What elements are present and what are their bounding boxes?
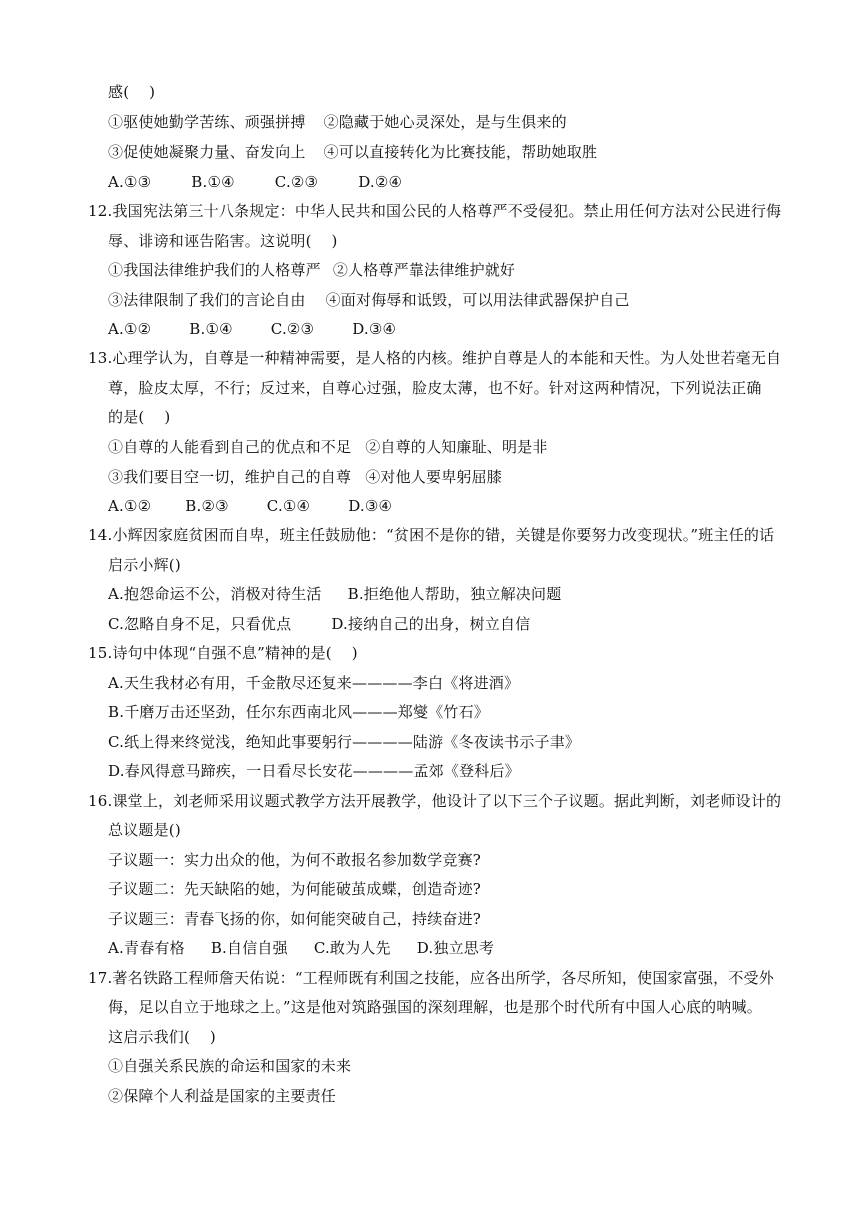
q12-stem-line1: 12.我国宪法第三十八条规定：中华人民共和国公民的人格尊严不受侵犯。禁止用任何方法对公民进行侮 (88, 202, 782, 220)
q12-option-1: ①我国法律维护我们的人格尊严 (108, 261, 321, 279)
q13-stem-line3: 的是( ) (108, 408, 171, 426)
q11-choice-d: D.②④ (358, 173, 403, 191)
q16-stem-line2: 总议题是() (108, 821, 181, 839)
q15-option-d: D.春风得意马蹄疾，一日看尽长安花————孟郊《登科后》 (108, 762, 520, 780)
q11-options-row2 (108, 142, 597, 162)
q12-choice-b: B.①④ (189, 320, 233, 338)
q12-choice-a: A.①② (108, 320, 152, 338)
q13-options-row2 (108, 467, 502, 487)
q16-choice-b: B.自信自强 (210, 939, 288, 957)
q15-option-c: C.纸上得来终觉浅，绝知此事要躬行————陆游《冬夜读书示子聿》 (108, 733, 581, 751)
q16-sub-topic-2: 子议题二：先天缺陷的她，为何能破茧成蝶，创造奇迹? (108, 880, 482, 898)
q11-choice-b: B.①④ (191, 173, 235, 191)
q17-stem-line1: 17.著名铁路工程师詹天佑说：“工程师既有利国之技能，应各出所学，各尽所知，使国家富强，不受外 (88, 969, 774, 987)
q14-options-row1 (108, 584, 561, 604)
q16-choice-d: D.独立思考 (416, 939, 495, 957)
q12-option-3: ③法律限制了我们的言论自由 (108, 291, 306, 309)
q14-option-d: D.接纳自己的出身，树立自信 (331, 615, 531, 633)
q13-stem-line2: 尊，脸皮太厚，不行；反过来，自尊心过强，脸皮太薄，也不好。针对这两种情况，下列说法正确 (108, 379, 762, 397)
q16-choice-c: C.敢为人先 (313, 939, 391, 957)
q14-option-b: B.拒绝他人帮助，独立解决问题 (347, 585, 562, 603)
q11-choice-c: C.②③ (274, 173, 319, 191)
q14-stem-line2: 启示小辉() (108, 556, 181, 574)
q12-options-row1 (108, 260, 515, 280)
q11-choices (108, 172, 402, 192)
q14-options-row2 (108, 614, 530, 634)
q13-choice-a: A.①② (108, 497, 152, 515)
q11-option-4: ④可以直接转化为比赛技能，帮助她取胜 (323, 143, 598, 161)
q16-sub-topic-1: 子议题一：实力出众的他，为何不敢报名参加数学竞赛? (108, 851, 482, 869)
q12-stem-line2: 辱、诽谤和诬告陷害。这说明( ) (108, 232, 338, 250)
q17-stem-line3: 这启示我们( ) (108, 1028, 216, 1046)
q14-option-c: C.忽略自身不足，只看优点 (108, 615, 292, 633)
q16-stem-line1: 16.课堂上，刘老师采用议题式教学方法开展教学，他设计了以下三个子议题。据此判断，刘老师设计的 (88, 792, 782, 810)
q13-option-1: ①自尊的人能看到自己的优点和不足 (108, 438, 352, 456)
q13-options-row1 (108, 437, 548, 457)
q11-choice-a: A.①③ (108, 173, 152, 191)
q11-stem-tail: 感( ) (108, 83, 156, 101)
q11-option-2: ②隐藏于她心灵深处，是与生俱来的 (323, 113, 567, 131)
q15-option-a: A.天生我材必有用，千金散尽还复来————李白《将进酒》 (108, 674, 520, 692)
q13-stem-line1: 13.心理学认为，自尊是一种精神需要，是人格的内核。维护自尊是人的本能和天性。为人处世若毫无自 (88, 349, 782, 367)
q12-options-row2 (108, 290, 630, 310)
q12-choice-d: D.③④ (352, 320, 397, 338)
q16-choice-a: A.青春有格 (108, 939, 185, 957)
q12-option-4: ④面对侮辱和诋毁，可以用法律武器保护自己 (325, 291, 630, 309)
q14-option-a: A.抱怨命运不公，消极对待生活 (108, 585, 322, 603)
q15-stem: 15.诗句中体现“自强不息”精神的是( ) (88, 644, 358, 662)
q11-option-3: ③促使她凝聚力量、奋发向上 (108, 143, 306, 161)
q16-choices (108, 938, 494, 958)
q16-sub-topic-3: 子议题三：青春飞扬的你，如何能突破自己，持续奋进? (108, 910, 482, 928)
q12-choices (108, 319, 396, 339)
q13-choice-b: B.②③ (185, 497, 229, 515)
q13-option-2: ②自尊的人知廉耻、明是非 (365, 438, 548, 456)
q13-option-4: ④对他人要卑躬屈膝 (365, 468, 503, 486)
q11-options-row1 (108, 112, 567, 132)
q12-option-2: ②人格尊严靠法律维护就好 (332, 261, 516, 279)
q13-choice-d: D.③④ (348, 497, 393, 515)
q17-option-2: ②保障个人利益是国家的主要责任 (108, 1087, 337, 1105)
q17-stem-line2: 侮，足以自立于地球之上。”这是他对筑路强国的深刻理解，也是那个时代所有中国人心底的呐喊。 (108, 998, 762, 1016)
q11-option-1: ①驱使她勤学苦练、顽强拼搏 (108, 113, 306, 131)
q12-choice-c: C.②③ (270, 320, 315, 338)
q14-stem-line1: 14.小辉因家庭贫困而自卑，班主任鼓励他：“贫困不是你的错，关键是你要努力改变现状。”班主任的话 (88, 526, 775, 544)
q13-choices (108, 496, 392, 516)
q13-choice-c: C.①④ (266, 497, 311, 515)
q15-option-b: B.千磨万击还坚劲，任尔东西南北风———郑燮《竹石》 (108, 703, 489, 721)
q17-option-1: ①自强关系民族的命运和国家的未来 (108, 1057, 352, 1075)
q13-option-3: ③我们要目空一切，维护自己的自尊 (108, 468, 352, 486)
